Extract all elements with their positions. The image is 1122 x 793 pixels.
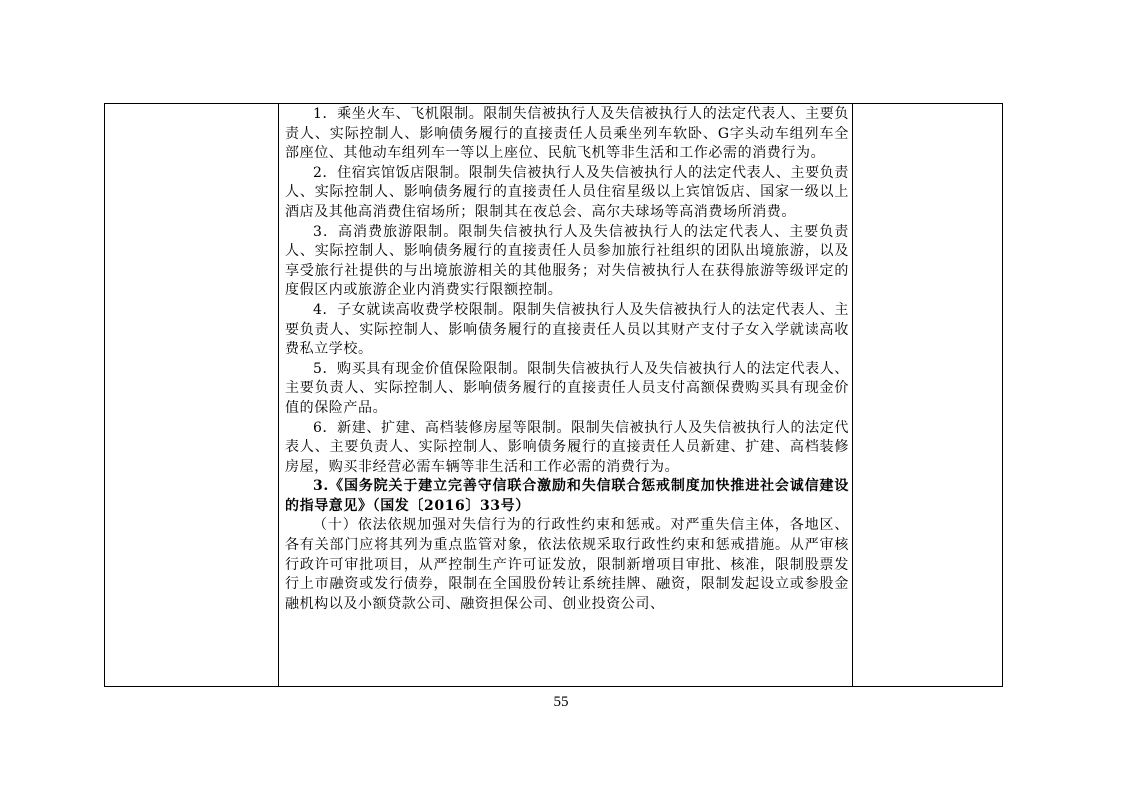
table-column-right xyxy=(852,104,1002,686)
paragraph-1: 1．乘坐火车、飞机限制。限制失信被执行人及失信被执行人的法定代表人、主要负责人、实际控制人、影响债务履行的直接责任人员乘坐列车软卧、G字头动车组列车全部座位、其他动车组列车一等以上座位、民航飞机等非生活和工作必需的消费行为。 xyxy=(285,106,849,162)
table-column-content xyxy=(285,105,849,614)
paragraph-6: 6．新建、扩建、高档装修房屋等限制。限制失信被执行人及失信被执行人的法定代表人、主要负责人、实际控制人、影响债务履行的直接责任人员新建、扩建、高档装修房屋，购买非经营必需车辆等非生活和工作必需的消费行为。 xyxy=(285,419,849,475)
paragraph-3: 3．高消费旅游限制。限制失信被执行人及失信被执行人的法定代表人、主要负责人、实际控制人、影响债务履行的直接责任人员参加旅行社组织的团队出境旅游，以及享受旅行社提供的与出境旅游相关的其他服务；对失信被执行人在获得旅游等级评定的度假区内或旅游企业内消费实行限额控制。 xyxy=(285,223,849,299)
content-table xyxy=(104,103,1003,687)
paragraph-5: 5．购买具有现金价值保险限制。限制失信被执行人及失信被执行人的法定代表人、主要负责人、实际控制人、影响债务履行的直接责任人员支付高额保费购买具有现金价值的保险产品。 xyxy=(285,360,849,416)
table-column-left xyxy=(105,104,279,686)
paragraph-4: 4．子女就读高收费学校限制。限制失信被执行人及失信被执行人的法定代表人、主要负责人、实际控制人、影响债务履行的直接责任人员以其财产支付子女入学就读高收费私立学校。 xyxy=(285,301,849,358)
section-heading: 3.《国务院关于建立完善守信联合激励和失信联合惩戒制度加快推进社会诚信建设的指导意见》（国发〔2016〕33号） xyxy=(285,478,849,514)
page-number: 55 xyxy=(553,694,569,710)
paragraph-2: 2．住宿宾馆饭店限制。限制失信被执行人及失信被执行人的法定代表人、主要负责人、实际控制人、影响债务履行的直接责任人员住宿星级以上宾馆饭店、国家一级以上酒店及其他高消费住宿场所；限制其在夜总会、高尔夫球场等高消费场所消费。 xyxy=(285,164,849,220)
paragraph-final: （十）依法依规加强对失信行为的行政性约束和惩戒。对严重失信主体，各地区、各有关部门应将其列为重点监管对象，依法依规采取行政性约束和惩戒措施。从严审核行政许可审批项目，从严控制生产许可证发放，限制新增项目审批、核准，限制股票发行上市融资或发行债券，限制在全国股份转让系统挂牌、融资，限制发起设立或参股金融机构以及小额贷款公司、融资担保公司、创业投资公司、 xyxy=(285,517,849,612)
